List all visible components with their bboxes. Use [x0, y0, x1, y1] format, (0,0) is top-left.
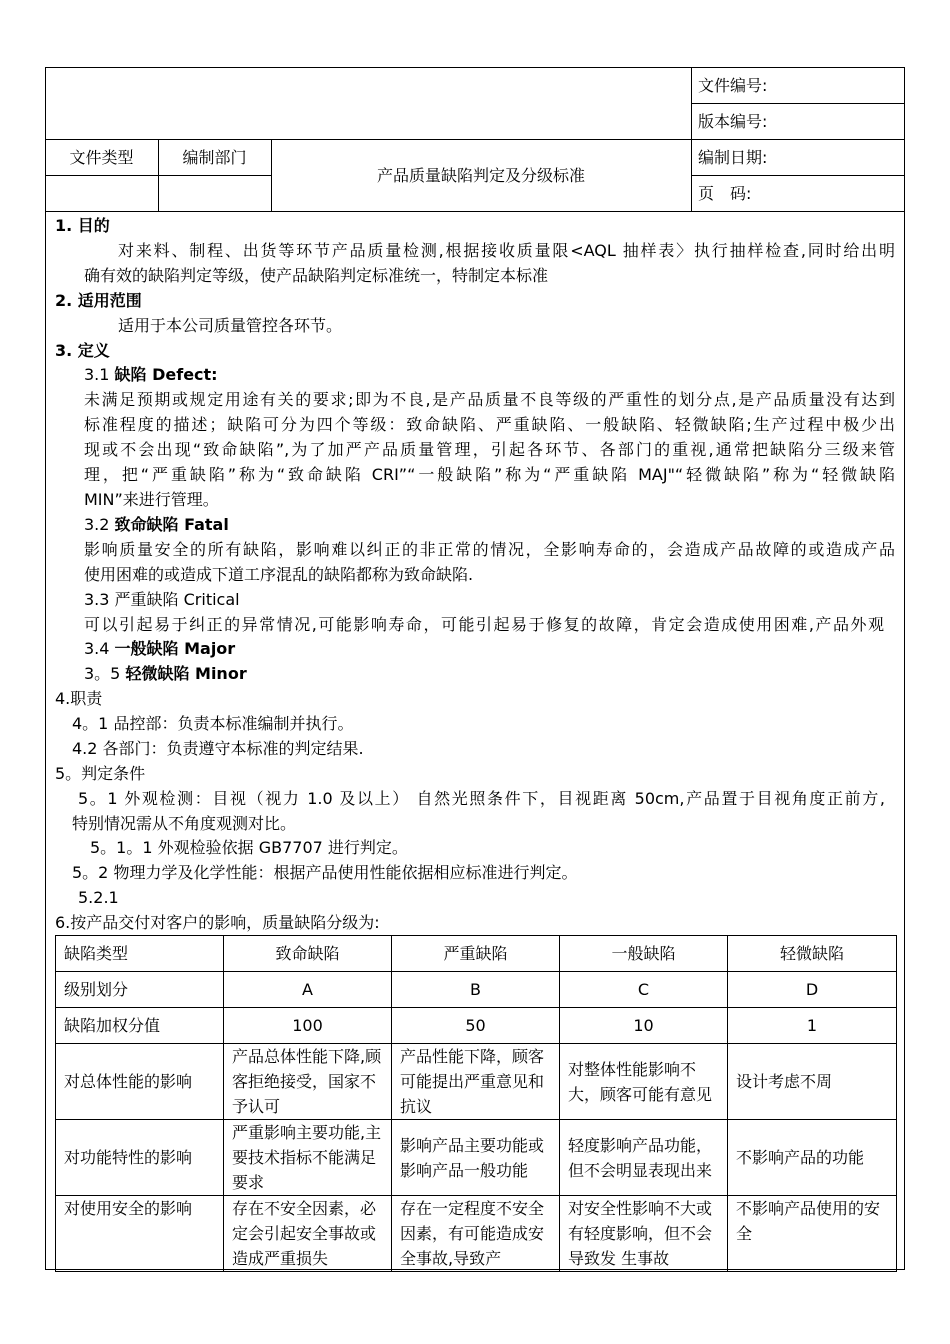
section-2-title: 2. 适用范围 — [55, 291, 142, 310]
table-cell: 对使用安全的影响 — [56, 1196, 224, 1272]
paragraph-line: 影响质量安全的所有缺陷，影响难以纠正的非正常的情况，全影响寿命的，会造成产品故障的或造成产品 — [84, 540, 895, 559]
table-cell: 影响产品主要功能或影响产品一般功能 — [392, 1120, 560, 1196]
section-3-title: 3. 定义 — [55, 341, 110, 360]
header-line — [691, 175, 905, 176]
table-cell: 轻微缺陷 — [728, 936, 897, 972]
section-6-title: 6.按产品交付对客户的影响，质量缺陷分级为: — [55, 913, 380, 932]
table-cell: 不影响产品使用的安全 — [728, 1196, 897, 1272]
subsection-3-5-title: 3。5 轻微缺陷 Minor — [84, 664, 247, 683]
subsection-3-3-title: 3.3 严重缺陷 Critical — [84, 590, 240, 609]
table-cell: 不影响产品的功能 — [728, 1120, 897, 1196]
paragraph-line: MIN”来进行管理。 — [84, 490, 219, 509]
table-cell: 对安全性影响不大或有轻度影响，但不会导致发 生事故 — [560, 1196, 728, 1272]
table-cell: 设计考虑不周 — [728, 1044, 897, 1120]
table-cell: 产品总体性能下降,顾客拒绝接受，国家不予认可 — [224, 1044, 392, 1120]
table-row — [56, 1008, 897, 1044]
subsection-3-2-title: 3.2 致命缺陷 Fatal — [84, 515, 229, 534]
table-cell: 轻度影响产品功能，但不会明显表现出来 — [560, 1120, 728, 1196]
paragraph-line: 特别情况需从不角度观测对比。 — [72, 814, 297, 833]
paragraph-line: 5。1 外观检测：目视（视力 1.0 及以上） 自然光照条件下，目视距离 50cm,产品置于目视角度正前方, — [78, 789, 885, 808]
header-line — [45, 211, 905, 212]
section-1-title: 1. 目的 — [55, 216, 110, 235]
paragraph-line: 适用于本公司质量管控各环节。 — [118, 316, 343, 335]
paragraph-line: 对来料、制程、出货等环节产品质量检测,根据接收质量限<AQL 抽样表〉执行抽样检查,同时给出明 — [118, 241, 895, 260]
paragraph-line: 5。1。1 外观检验依据 GB7707 进行判定。 — [90, 838, 408, 857]
table-cell: 一般缺陷 — [560, 936, 728, 972]
table-row — [56, 972, 897, 1008]
section-4-title: 4.职责 — [55, 689, 103, 708]
table-cell: 严重缺陷 — [392, 936, 560, 972]
table-cell: 对整体性能影响不大，顾客可能有意见 — [560, 1044, 728, 1120]
file-type-label: 文件类型 — [69, 148, 134, 167]
section-5-title: 5。判定条件 — [55, 764, 146, 783]
paragraph-line: 可以引起易于纠正的异常情况,可能影响寿命，可能引起易于修复的故障，肯定会造成使用困难,产品外观 — [84, 615, 884, 634]
subsection-3-4-title: 3.4 一般缺陷 Major — [84, 639, 236, 658]
table-cell: 级别划分 — [56, 972, 224, 1008]
paragraph-line: 5.2.1 — [78, 888, 119, 907]
table-cell: 严重影响主要功能,主要技术指标不能满足要求 — [224, 1120, 392, 1196]
table-cell: 1 — [728, 1008, 897, 1044]
paragraph-line: 标准程度的描述；缺陷可分为四个等级：致命缺陷、严重缺陷、一般缺陷、轻微缺陷;生产过程中极少出 — [84, 415, 895, 434]
version-number-label: 版本编号: — [698, 112, 768, 131]
table-cell: B — [392, 972, 560, 1008]
department-label: 编制部门 — [182, 148, 247, 167]
table-cell: 对总体性能的影响 — [56, 1044, 224, 1120]
paragraph-line: 使用困难的或造成下道工序混乱的缺陷都称为致命缺陷. — [84, 565, 474, 584]
header-line — [691, 103, 905, 104]
table-cell: 对功能特性的影响 — [56, 1120, 224, 1196]
file-number-label: 文件编号: — [698, 76, 768, 95]
page-label: 页 码: — [698, 184, 752, 203]
table-cell: 100 — [224, 1008, 392, 1044]
table-cell: 缺陷类型 — [56, 936, 224, 972]
paragraph-line: 理，把“严重缺陷”称为“致命缺陷 CRI”“一般缺陷”称为“严重缺陷 MAJ"“轻微缺陷”称为“轻微缺陷 — [84, 465, 895, 484]
subsection-3-1-title: 3.1 缺陷 Defect: — [84, 365, 218, 384]
table-row — [56, 1196, 897, 1272]
header-line — [45, 139, 905, 140]
table-cell: 致命缺陷 — [224, 936, 392, 972]
table-cell: 50 — [392, 1008, 560, 1044]
table-cell: 缺陷加权分值 — [56, 1008, 224, 1044]
table-cell: 存在不安全因素，必定会引起安全事故或造成严重损失 — [224, 1196, 392, 1272]
date-label: 编制日期: — [698, 148, 768, 167]
paragraph-line: 4.2 各部门：负责遵守本标准的判定结果. — [72, 739, 364, 758]
table-cell: 存在一定程度不安全因素，有可能造成安全事故,导致产 — [392, 1196, 560, 1272]
paragraph-line: 5。2 物理力学及化学性能：根据产品使用性能依据相应标准进行判定。 — [72, 863, 578, 882]
table-cell: C — [560, 972, 728, 1008]
paragraph-line: 现或不会出现“致命缺陷”,为了加严产品质量管理，引起各环节、各部门的重视,通常把缺陷分三级来管 — [84, 440, 895, 459]
table-cell: 10 — [560, 1008, 728, 1044]
table-row — [56, 1044, 897, 1120]
document-title: 产品质量缺陷判定及分级标准 — [376, 166, 585, 185]
defect-classification-table — [55, 935, 897, 1272]
paragraph-line: 确有效的缺陷判定等级，使产品缺陷判定标准统一，特制定本标准 — [84, 266, 549, 285]
table-row — [56, 1120, 897, 1196]
header-line — [691, 67, 692, 211]
table-cell: D — [728, 972, 897, 1008]
paragraph-line: 未满足预期或规定用途有关的要求;即为不良,是产品质量不良等级的严重性的划分点,是产品质量没有达到 — [84, 390, 895, 409]
table-cell: 产品性能下降，顾客可能提出严重意见和抗议 — [392, 1044, 560, 1120]
table-cell: A — [224, 972, 392, 1008]
table-header-row — [56, 936, 897, 972]
paragraph-line: 4。1 品控部：负责本标准编制并执行。 — [72, 714, 354, 733]
